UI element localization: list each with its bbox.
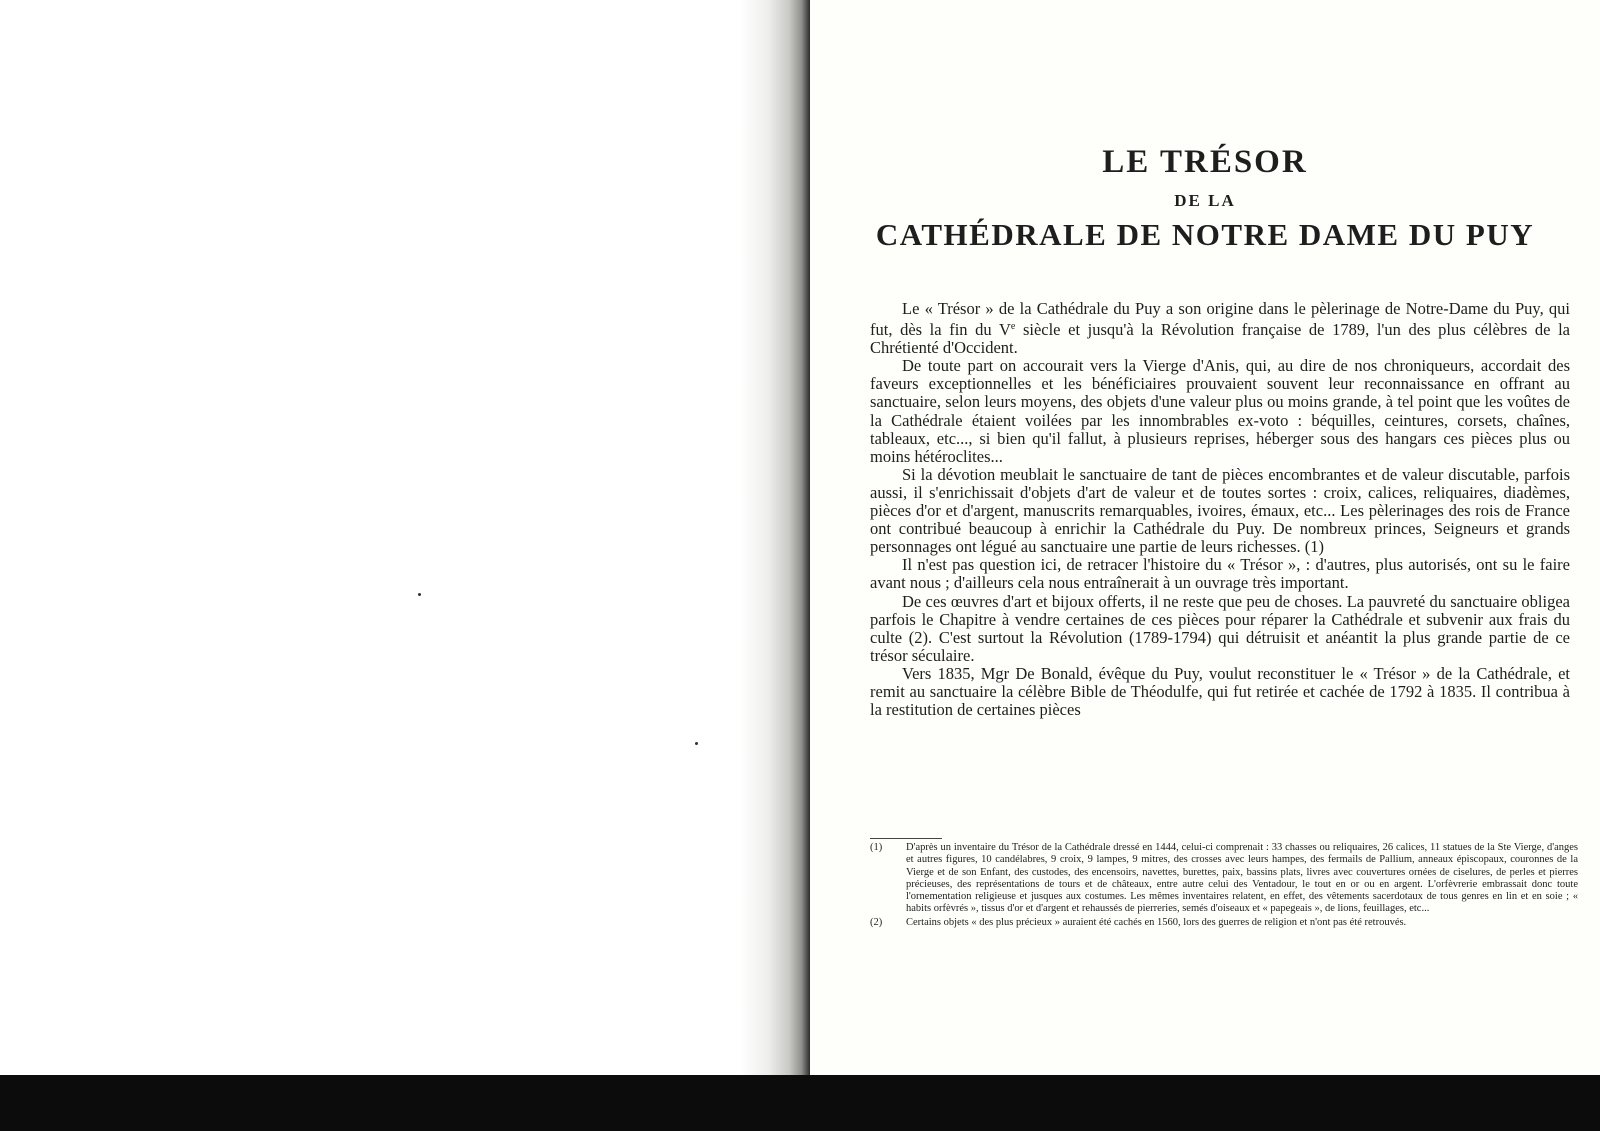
book-gutter <box>740 0 810 1075</box>
footnote-text: Certains objets « des plus précieux » auraient été cachés en 1560, lors des guerres de religion et n'ont pas été retrouvés. <box>906 916 1407 928</box>
footnote-rule <box>870 838 942 839</box>
superscript: e <box>1010 321 1016 333</box>
footnote-number: (2) <box>870 916 883 928</box>
right-page <box>810 0 1600 1075</box>
paragraph: De toute part on accourait vers la Vierge d'Anis, qui, au dire de nos chroniqueurs, accordait des faveurs exceptionnelles et les bénéficiaires prouvaient souvent leur reconnaissance en offrant au sanctuaire, selon leurs moyens, des objets d'une valeur plus ou moins grande, à tel point que les voûtes de la Cathédrale étaient voilées par les innombrables ex-voto : béquilles, ceintures, corsets, chaînes, tableaux, etc..., si bien qu'il fallut, à plusieurs reprises, héberger sous des hangars ces pièces plus ou moins hétéroclites... <box>870 356 1570 466</box>
paper-speck <box>695 742 698 745</box>
footnotes <box>870 842 1578 930</box>
scan-bottom-edge <box>0 1075 1600 1131</box>
paper-speck <box>418 593 421 596</box>
paragraph: Il n'est pas question ici, de retracer l'histoire du « Trésor », : d'autres, plus autorisés, ont su le faire avant nous ; d'ailleurs cela nous entraînerait à un ouvrage très important. <box>870 555 1570 593</box>
footnote-number: (1) <box>870 842 883 853</box>
paragraph: De ces œuvres d'art et bijoux offerts, il ne reste que peu de choses. La pauvreté du sanctuaire obligea parfois le Chapitre à vendre certaines de ces pièces pour réparer la Cathédrale et subvenir aux frais du culte (2). C'est surtout la Révolution (1789-1794) qui détruisit et anéantit la plus grande partie de ce trésor séculaire. <box>870 591 1570 665</box>
footnote <box>870 842 1578 916</box>
body-text <box>870 300 1570 719</box>
left-page <box>0 0 760 1075</box>
paragraph: Si la dévotion meublait le sanctuaire de tant de pièces encombrantes et de valeur discutable, parfois aussi, il s'enrichissait d'objets d'art de valeur et de toutes sortes : croix, calices, reliquaires, diadèmes, pièces d'or et d'argent, manuscrits remarquables, ivoires, émaux, etc... Les pèlerinages des rois de France ont contribué beaucoup à enrichir la Cathédrale du Puy. De nombreux princes, Seigneurs et grands personnages ont légué au sanctuaire une partie de leurs richesses. (1) <box>870 464 1570 557</box>
title-line-2: DE LA <box>1174 191 1236 210</box>
page-title <box>810 140 1600 256</box>
paragraph: Le « Trésor » de la Cathédrale du Puy a son origine dans le pèlerinage de Notre-Dame du Puy, qui fut, dès la fin du Ve siècle et jusqu'à la Révolution française de 1789, l'un des plus célèbres de la Chrétienté d'Occident. <box>870 299 1570 358</box>
footnote <box>870 917 1578 929</box>
title-line-1: LE TRÉSOR <box>1102 144 1308 180</box>
title-line-3: CATHÉDRALE DE NOTRE DAME DU PUY <box>875 217 1535 252</box>
footnote-text: D'après un inventaire du Trésor de la Cathédrale dressé en 1444, celui-ci comprenait : 33 chasses ou reliquaires, 26 calices, 11 statues de la Ste Vierge, d'anges et autres figures, 10 candélabres, 9 croix, 9 lampes, 9 mitres, des crosses avec leurs hampes, des fermails de Pallium, anneaux épiscopaux, couronnes de la Vierge et de son Enfant, des custodes, des encensoirs, navettes, burettes, paix, bassins plats, livres avec couvertures ornées de ciselures, de perles et pierres précieuses, des représentations de tours et de châteaux, entre autre celui des Ventadour, le tout en or ou en argent. L'orfèvrerie embrassait donc toute l'ornementation religieuse et jusques aux costumes. Les mêmes inventaires relatent, en effet, des vêtements sacerdotaux de tous genres en lin et en soie ; « habits orfèvrés », tissus d'or et d'argent et rehaussés de pierreries, semés d'oiseaux et « papegeais », de lions, feuillages, etc... <box>906 842 1578 915</box>
paragraph: Vers 1835, Mgr De Bonald, évêque du Puy, voulut reconstituer le « Trésor » de la Cathédrale, et remit au sanctuaire la célèbre Bible de Théodulfe, qui fut retirée et cachée de 1792 à 1835. Il contribua à la restitution de certaines pièces <box>870 663 1570 720</box>
